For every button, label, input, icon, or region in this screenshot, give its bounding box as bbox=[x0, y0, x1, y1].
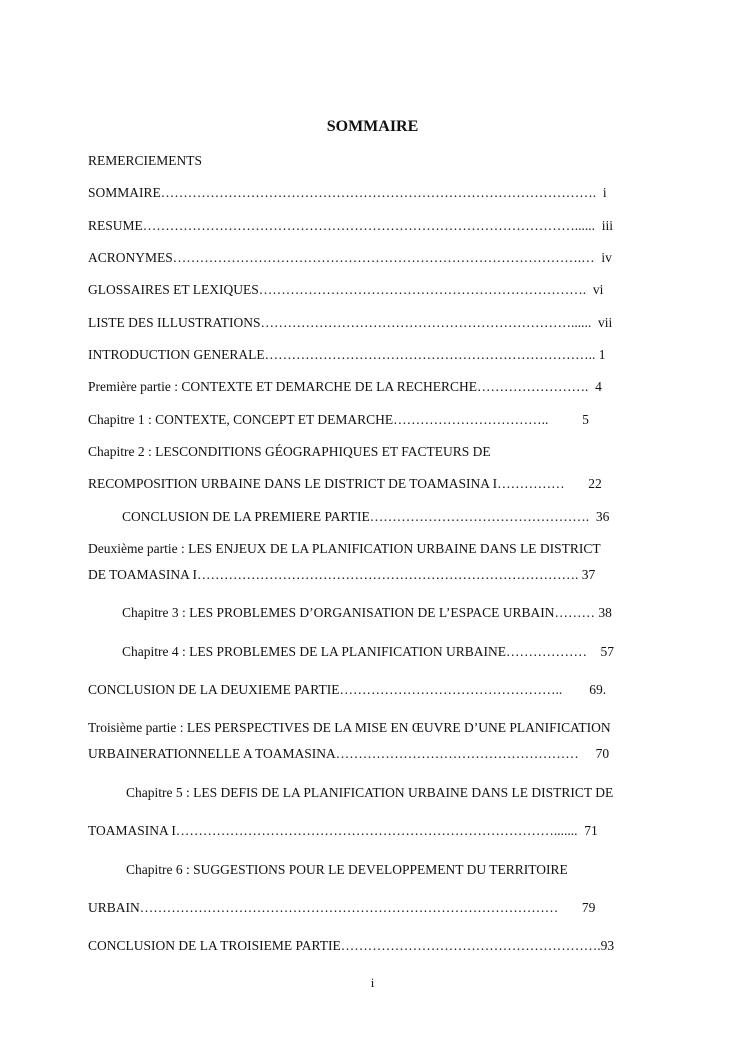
toc-entry-troisieme-partie: Troisième partie : LES PERSPECTIVES DE LA MISE EN ŒUVRE D’UNE PLANIFICATION bbox=[88, 720, 611, 735]
toc-entry-chapitre-5-cont: TOAMASINA I…………………………………………………………………………....... 71 bbox=[88, 823, 598, 838]
toc-entry-acronymes: ACRONYMES……………………………………………………………………………….… iv bbox=[88, 250, 612, 265]
toc-entry-sommaire: SOMMAIRE……………………………………………………………………………………. i bbox=[88, 185, 607, 200]
toc-entry-glossaires: GLOSSAIRES ET LEXIQUES………………………………………………………………. vi bbox=[88, 282, 604, 297]
toc-entry-conclusion-2: CONCLUSION DE LA DEUXIEME PARTIE………………………………………….. 69. bbox=[88, 682, 607, 697]
page-title: SOMMAIRE bbox=[326, 118, 419, 135]
toc-entry-chapitre-4: Chapitre 4 : LES PROBLEMES DE LA PLANIFICATION URBAINE……………… 57 bbox=[122, 644, 614, 659]
toc-entry-deuxieme-partie-cont: DE TOAMASINA I…………………………………………………………………………. 37 bbox=[88, 567, 596, 582]
toc-entry-remerciements: REMERCIEMENTS bbox=[88, 153, 203, 168]
toc-entry-chapitre-5: Chapitre 5 : LES DEFIS DE LA PLANIFICATION URBAINE DANS LE DISTRICT DE bbox=[126, 785, 614, 800]
toc-entry-resume: RESUME……………………………………………………………………………………...... iii bbox=[88, 218, 614, 233]
toc-entry-chapitre-2-cont: RECOMPOSITION URBAINE DANS LE DISTRICT DE TOAMASINA I…………… 22 bbox=[88, 476, 602, 491]
page-number: i bbox=[370, 975, 375, 990]
toc-entry-chapitre-6: Chapitre 6 : SUGGESTIONS POUR LE DEVELOPPEMENT DU TERRITOIRE bbox=[126, 862, 568, 877]
toc-entry-chapitre-1: Chapitre 1 : CONTEXTE, CONCEPT ET DEMARCHE…………………………….. 5 bbox=[88, 412, 589, 427]
toc-entry-chapitre-3: Chapitre 3 : LES PROBLEMES D’ORGANISATION DE L’ESPACE URBAIN……… 38 bbox=[122, 605, 612, 620]
toc-entry-conclusion-3: CONCLUSION DE LA TROISIEME PARTIE………………………………………………….93 bbox=[88, 938, 615, 953]
toc-entry-conclusion-1: CONCLUSION DE LA PREMIERE PARTIE…………………………………………. 36 bbox=[122, 509, 610, 524]
toc-entry-liste-illustrations: LISTE DES ILLUSTRATIONS……………………………………………………………...... vii bbox=[88, 315, 613, 330]
toc-entry-premiere-partie: Première partie : CONTEXTE ET DEMARCHE DE LA RECHERCHE……………………. 4 bbox=[88, 379, 602, 394]
toc-entry-troisieme-partie-cont: URBAINERATIONNELLE A TOAMASINA……………………………………………… 70 bbox=[88, 746, 610, 761]
toc-entry-chapitre-2: Chapitre 2 : LESCONDITIONS GÉOGRAPHIQUES ET FACTEURS DE bbox=[88, 444, 491, 459]
toc-entry-chapitre-6-cont: URBAIN………………………………………………………………………………… 79 bbox=[88, 900, 596, 915]
toc-entry-deuxieme-partie: Deuxième partie : LES ENJEUX DE LA PLANIFICATION URBAINE DANS LE DISTRICT bbox=[88, 541, 601, 556]
toc-entry-introduction: INTRODUCTION GENERALE……………………………………………………………….. 1 bbox=[88, 347, 606, 362]
